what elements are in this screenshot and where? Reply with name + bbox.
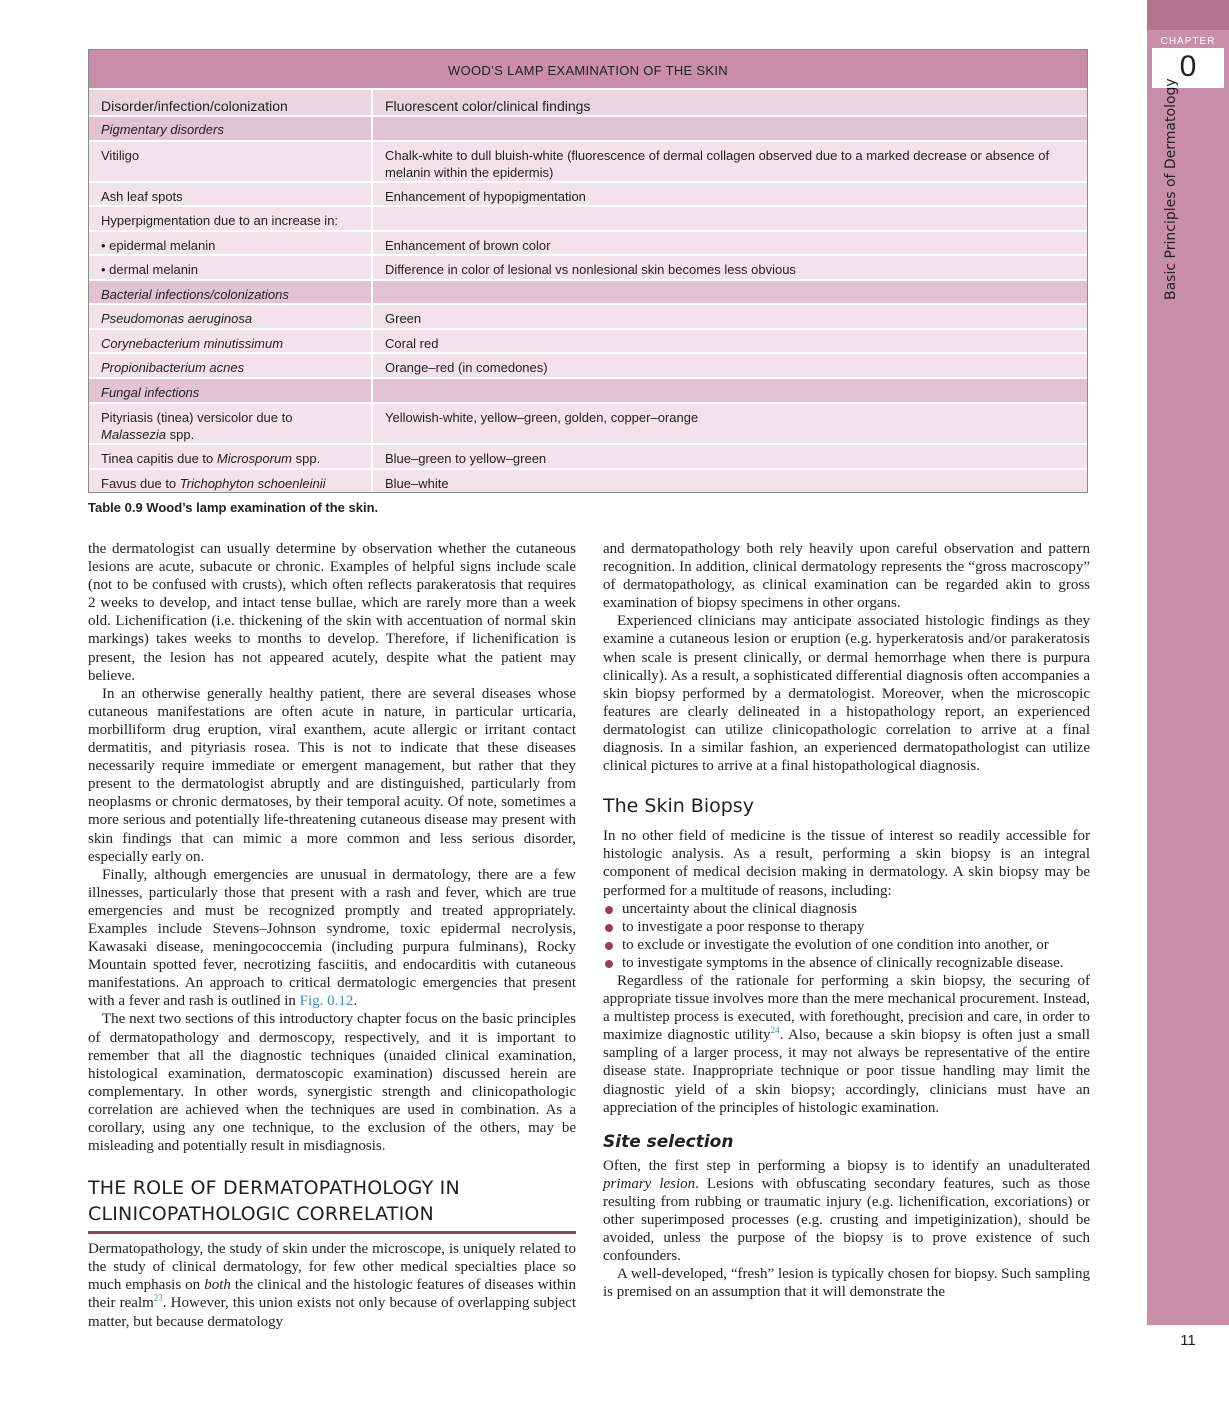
table-cell-disorder: Pseudomonas aeruginosa [101,311,253,326]
sidebar-top-band [1147,0,1229,30]
table-cell-disorder [89,445,373,467]
table-cell-disorder: Corynebacterium minutissimum [101,336,284,351]
organism-name: Malassezia [101,427,167,442]
table-cell-finding: Enhancement of brown color [385,238,551,253]
table-cell-finding: Green [385,311,422,326]
chapter-label: CHAPTER [1152,36,1224,48]
table-cell-category: Bacterial infections/colonizations [101,287,289,302]
reference-link[interactable]: 24 [770,1025,780,1036]
table-cell-category: Pigmentary disorders [101,122,224,137]
figure-link[interactable]: Fig. 0.12 [299,993,354,1010]
paragraph: The next two sections of this introductory chapter focus on the basic principles of dermatopathology and dermoscopy, respectively, and it is important to remember that all the diagnostic techniques (unaided clinical examination, histological examination, dermatoscopic examination) discussed herein are complementary. In other words, synergistic strength and clinicopathologic correlation are achieved when the techniques are used in combination. As a corollary, using any one technique, to the exclusion of the others, may be misleading and potentially result in misdiagnosis. [88,1011,576,1155]
table-cell-finding: Coral red [385,336,439,351]
table-cell-finding: Chalk-white to dull bluish-white (fluorescence of dermal collagen observed due to a marked decrease or absence of melanin within the epidermis) [385,148,1050,180]
table-cell-finding: Blue–white [385,476,449,491]
table-title: WOOD’S LAMP EXAMINATION OF THE SKIN [89,50,1087,88]
paragraph-text: Dermatopathology, the study of skin under the microscope, is uniquely related to the study of clinical dermatology, for few other medical specialties place so much emphasis on [88,1241,576,1294]
paragraph-text: Finally, although emergencies are unusual in dermatology, there are a few illnesses, particularly those that present with a rash and fever, which are true emergencies and must be recognized promptly and treated appropriately. Examples include Stevens–Johnson syndrome, toxic epidermal necrolysis, Kawasaki disease, meningococcemia (including purpura fulminans), Rocky Mountain spotted fever, necrotizing fasciitis, and endocarditis with cutaneous manifestations. An approach to critical dermatologic emergencies that present with a fever and rash is outlined in [88,866,576,1010]
table-column-divider [371,88,373,492]
paragraph [88,1240,576,1330]
paragraph: and dermatopathology both rely heavily upon careful observation and pattern recognition. In addition, clinical dermatology represents the “gross macroscopy” of dermatopathology, as clinical examination can be regarded akin to gross examination of biopsy specimens in other organs. [603,541,1090,612]
paragraph [88,866,576,1011]
table-category-row [89,377,1087,403]
paragraph-text: . Also, because a skin biopsy is often just a small sampling of a larger process, it may not always be representative of the entire disease state. Inappropriate technique or poor tissue handling may limit the diagnostic yield of a skin biopsy; accordingly, clinicians must have an appreciation of the principles of histologic examination. [603,1027,1090,1116]
chapter-title: Basic Principles of Dermatology [1163,78,1179,300]
table-row [89,254,1087,280]
reference-link[interactable]: 23 [153,1293,163,1304]
emphasis: primary lesion [603,1175,696,1192]
table-cell-disorder [89,404,373,443]
paragraph: In no other field of medicine is the tissue of interest so readily accessible for histologic analysis. As a result, performing a skin biopsy is an integral component of medical decision making in dermatology. A skin biopsy may be performed for a multitude of reasons, including: [603,828,1090,899]
table-row [89,468,1087,494]
table-cell-category: Fungal infections [101,385,200,400]
list-item: uncertainty about the clinical diagnosis [603,900,1090,918]
table-caption: Table 0.9 Wood’s lamp examination of the skin. [88,500,379,515]
list-item: to exclude or investigate the evolution of one condition into another, or [603,936,1090,954]
table-row [89,205,1087,231]
paragraph-text: Often, the first step in performing a biopsy is to identify an unadulterated [603,1157,1090,1174]
disorder-suffix: spp. [292,451,321,466]
reasons-list [603,900,1090,972]
table-cell-finding: Difference in color of lesional vs nonlesional skin becomes less obvious [385,262,796,277]
right-column [603,540,1090,1301]
table-cell-disorder: Propionibacterium acnes [101,360,245,375]
table-cell-disorder: Ash leaf spots [101,189,183,204]
table-cell-disorder: Hyperpigmentation due to an increase in: [101,213,339,228]
paragraph [603,972,1090,1117]
table-header-col1: Disorder/infection/colonization [101,98,288,114]
disorder-text: Pityriasis (tinea) versicolor due to [101,410,293,425]
table-cell-finding: Enhancement of hypopigmentation [385,189,586,204]
section-heading: THE ROLE OF DERMATOPATHOLOGY IN CLINICOPATHOLOGIC CORRELATION [88,1175,576,1234]
page-number: 11 [1180,1332,1196,1349]
disorder-text: Favus due to [101,476,180,491]
table-row [89,443,1087,469]
list-item: to investigate symptoms in the absence of clinically recognizable disease. [603,954,1090,972]
chapter-sidebar [1147,0,1229,1325]
table-row [89,402,1087,445]
table-cell-disorder: Vitiligo [101,148,140,163]
section-heading: The Skin Biopsy [603,795,754,818]
table-row [89,328,1087,354]
paragraph-text: Regardless of the rationale for performing a skin biopsy, the securing of appropriate tissue involves more than the mere mechanical procurement. Instead, a multistep process is executed, with forethought, precision and care, in order to maximize diagnostic utility [603,972,1090,1044]
paragraph-text: the clinical and the histologic features of diseases within their realm [88,1277,576,1312]
paragraph: A well-developed, “fresh” lesion is typically chosen for biopsy. Such sampling is premised on an assumption that it will demonstrate the [603,1266,1090,1301]
table-row [89,230,1087,256]
paragraph-text: . [353,993,358,1010]
table-cell-disorder: • epidermal melanin [101,238,216,253]
table-cell-finding: Blue–green to yellow–green [385,451,547,466]
list-item: to investigate a poor response to therapy [603,918,1090,936]
chapter-number: 0 [1179,50,1197,83]
table-cell-finding [373,207,1087,212]
table-category-row [89,279,1087,305]
paragraph-text: . Lesions with obfuscating secondary features, such as those resulting from rubbing or traumatic injury (e.g. lichenification, excoriations) or other superimposed processes (e.g. crusting and impetiginization), should be avoided, unless the purpose of the biopsy is to prove existence of such confounders. [603,1175,1090,1265]
disorder-suffix: spp. [166,427,195,442]
table-row [89,140,1087,183]
paragraph: Experienced clinicians may anticipate associated histologic findings as they examine a cutaneous lesion or eruption (e.g. hyperkeratosis and/or parakeratosis when scale is present clinically, or dermal hemorrhage when there is purpura clinically). As a result, a sophisticated differential diagnosis often accompanies a skin biopsy performed by a dermatologist. Moreover, when the microscopic features are clearly delineated in a histopathology report, an experienced dermatologist can utilize clinicopathologic correlation to arrive at a final diagnosis. In a similar fashion, an experienced dermatopathologist can utilize clinical pictures to arrive at a final histopathological diagnosis. [603,613,1090,775]
table-row [89,181,1087,207]
table-row [89,303,1087,329]
table-header-col2: Fluorescent color/clinical findings [385,98,591,114]
emphasis: both [204,1277,231,1294]
table-cell-disorder [89,470,373,492]
organism-name: Microsporum [216,451,292,466]
table-cell-finding: Yellowish-white, yellow–green, golden, copper–orange [385,410,699,425]
paragraph: In an otherwise generally healthy patient, there are several diseases whose cutaneous manifestations are often acute in nature, in particular urticaria, morbilliform drug eruption, viral exanthem, acute allergic or irritant contact dermatitis, and pityriasis rosea. This is not to indicate that these diseases necessarily require immediate or emergent management, but rather that they present to the dermatologist abruptly and are distinguished, particularly from neoplasms or chronic dermatoses, by their temporal acuity. Of note, sometimes a more serious and potentially life-threatening cutaneous disease may present with skin findings that can mimic a more common and less serious disorder, especially early on. [88,685,576,865]
table-cell-finding: Orange–red (in comedones) [385,360,548,375]
woods-lamp-table [88,49,1088,493]
paragraph [603,1157,1090,1266]
paragraph: the dermatologist can usually determine by observation whether the cutaneous lesions are acute, subacute or chronic. Examples of helpful signs include scale (not to be confused with crusts), which often reflects parakeratosis that requires 2 weeks to develop, and intact tense bullae, which are rarely more than a week old. Lichenification (i.e. thickening of the skin with accentuation of normal skin markings) takes weeks to months to develop. Therefore, if lichenification is present, the lesion has not appeared acutely, despite what the patient may believe. [88,541,576,684]
subsection-heading: Site selection [603,1131,734,1152]
disorder-text: Tinea capitis due to [101,451,217,466]
table-row [89,352,1087,378]
left-column [88,540,576,1331]
table-category-row [89,115,1087,140]
organism-name: Trichophyton schoenleinii [179,476,326,491]
table-cell-disorder: • dermal melanin [101,262,199,277]
paragraph-text: . However, this union exists not only because of overlapping subject matter, but because dermatology [88,1295,576,1330]
